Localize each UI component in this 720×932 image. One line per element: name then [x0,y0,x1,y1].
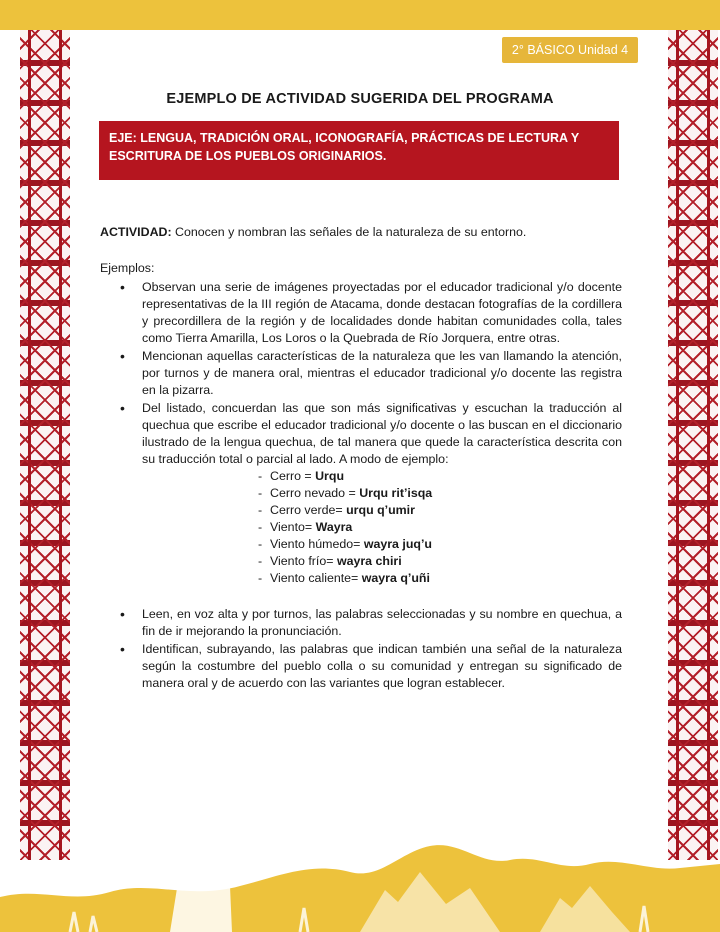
vocabulary-item [258,536,622,553]
vocabulary-term: Viento= [270,520,316,534]
eje-banner [99,121,619,180]
vocabulary-list [142,468,622,587]
vocabulary-quechua: wayra juq’u [363,537,432,551]
vocabulary-item [258,519,622,536]
grade-unit-badge: 2° BÁSICO Unidad 4 [502,37,638,63]
vocabulary-item [258,468,622,485]
left-woven-border-decoration [20,30,70,860]
vocabulary-term: Cerro = [270,469,316,483]
vocabulary-item [258,485,622,502]
vocabulary-term: Viento húmedo= [270,537,364,551]
vocabulary-item [258,570,622,587]
eje-text: EJE: LENGUA, TRADICIÓN ORAL, ICONOGRAFÍA, PRÁCTICAS DE LECTURA Y ESCRITURA DE LOS PUEBLOS ORIGINARIOS. [109,131,579,163]
list-item: • Mencionan aquellas características de la naturaleza que les van llamando la atención, por turnos y de manera oral, mientras el educador tradicional y/o docente las registra en la pizarra. [100,348,622,399]
activity-label: ACTIVIDAD: [100,225,172,239]
list-item: • Identifican, subrayando, las palabras que indican también una señal de la naturaleza según la costumbre del pueblo colla o su comunidad y entregan su significado de manera oral y de acuerdo con las variantes que logran establecer. [100,641,622,692]
examples-list [100,279,622,692]
landscape-silhouette-decoration [0,842,720,932]
list-spacer [142,587,622,605]
page-title: EJEMPLO DE ACTIVIDAD SUGERIDA DEL PROGRAMA [166,91,554,107]
vocabulary-term: Viento caliente= [270,571,362,585]
vocabulary-quechua: Urqu [315,469,345,483]
vocabulary-term: Viento frío= [270,554,337,568]
vocabulary-quechua: wayra q’uñi [361,571,430,585]
vocabulary-quechua: Urqu rit’isqa [359,486,433,500]
top-color-band [0,0,720,30]
list-item: • Observan una serie de imágenes proyectadas por el educador tradicional y/o docente representativas de la III región de Atacama, donde destacan fotografías de la cordillera y precordillera de la región y de localidades donde habitan comunidades colla, tales como Tierra Amarilla, Los Loros o la Quebrada de Río Jorquera, entre otras. [100,279,622,347]
list-item: • Leen, en voz alta y por turnos, las palabras seleccionadas y su nombre en quechua, a fin de ir mejorando la pronunciación. [100,606,622,640]
activity-line [100,224,622,241]
vocabulary-item [258,553,622,570]
list-item [100,400,622,605]
vocabulary-quechua: wayra chiri [336,554,402,568]
vocabulary-term: Cerro verde= [270,503,347,517]
activity-text: Conocen y nombran las señales de la naturaleza de su entorno. [171,225,527,239]
activity-content [100,224,622,693]
list-item-text: Del listado, concuerdan las que son más significativas y escuchan la traducción al quechua que escribe el educador tradicional y/o docente o las buscan en el diccionario ilustrado de la lengua quechua, de tal manera que quede la característica descrita con su traducción total o parcial al lado. A modo de ejemplo: [142,401,622,466]
vocabulary-item [258,502,622,519]
vocabulary-quechua: urqu q’umir [346,503,415,517]
right-woven-border-decoration [668,30,718,860]
vocabulary-term: Cerro nevado = [270,486,360,500]
vocabulary-quechua: Wayra [315,520,353,534]
examples-label: Ejemplos: [100,261,155,275]
